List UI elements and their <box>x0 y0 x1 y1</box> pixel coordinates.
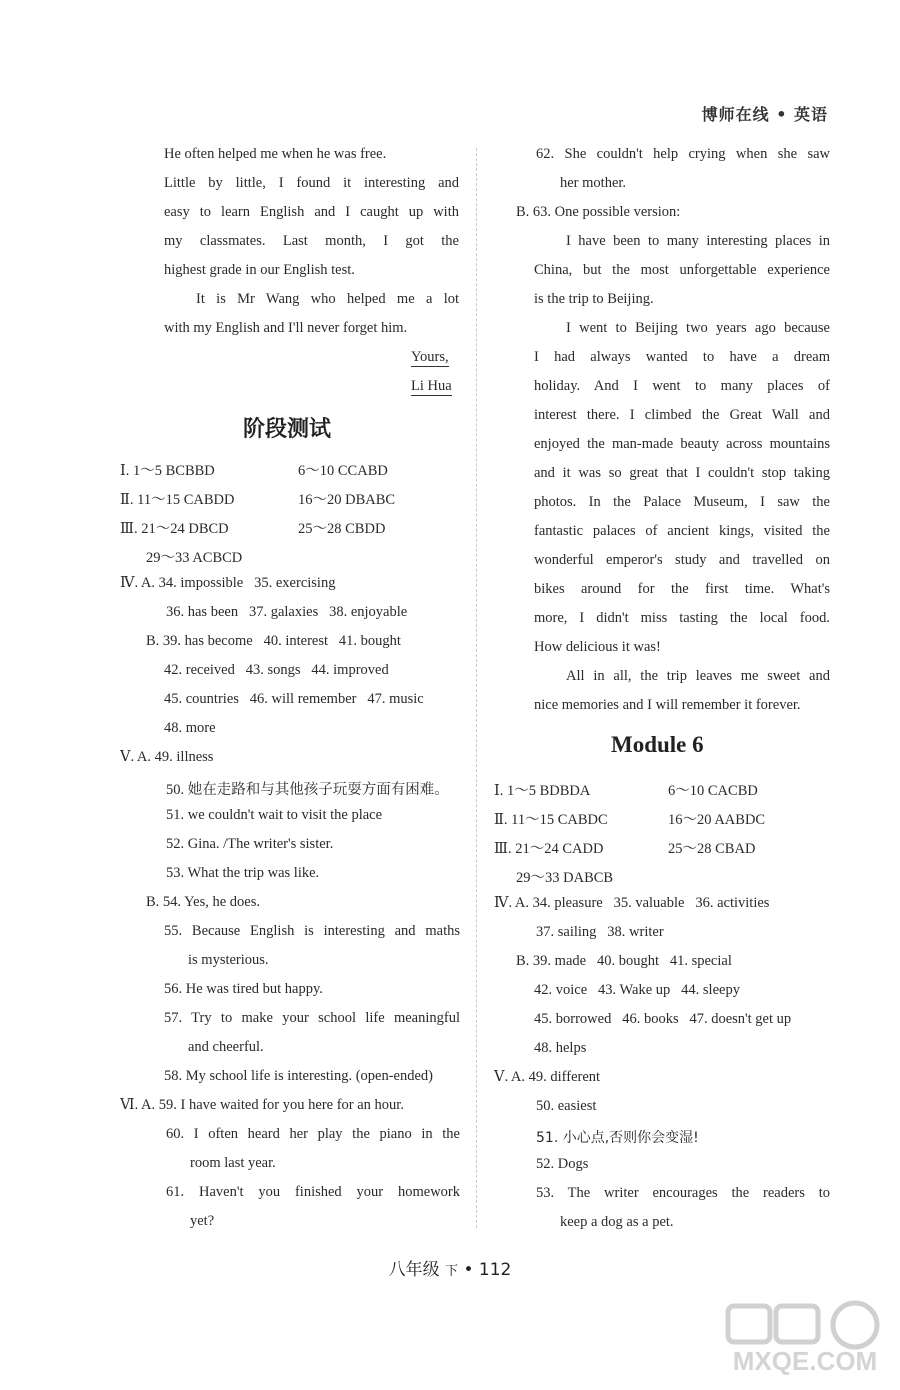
answer-line: Ⅲ. 21～24 DBCD <box>120 521 229 537</box>
answer-line: Ⅴ. A. 49. different <box>494 1069 601 1085</box>
letter-line: It is Mr Wang who helped me a lot <box>196 291 459 307</box>
letter-line: Little by little, I found it interesting and <box>164 175 459 191</box>
letter-line: highest grade in our English test. <box>164 262 355 278</box>
watermark-url: MXQE.COM <box>732 1346 878 1376</box>
footer-term: 下 <box>445 1264 459 1279</box>
answer-line: 16～20 DBABC <box>298 492 396 508</box>
watermark-logo <box>720 1298 890 1378</box>
footer-grade: 八年级 <box>388 1260 440 1280</box>
answer-line: 6～10 CACBD <box>668 783 758 799</box>
answer-line: B. 54. Yes, he does. <box>146 894 260 910</box>
answer-line: 42. received 43. songs 44. improved <box>164 662 389 678</box>
footer-page-number: • 112 <box>463 1260 512 1280</box>
answer-line: 45. borrowed 46. books 47. doesn't get up <box>534 1011 792 1027</box>
answer-line: Ⅰ. 1～5 BDBDA <box>494 783 591 799</box>
answer-line: is mysterious. <box>188 952 269 968</box>
answer-line: Ⅰ. 1～5 BCBBD <box>120 463 215 479</box>
answer-line: 56. He was tired but happy. <box>164 981 323 997</box>
answer-line: 29～33 ACBCD <box>146 550 243 566</box>
answer-line: room last year. <box>190 1155 276 1171</box>
answer-line: 51. 小心点,否则你会变湿! <box>536 1130 699 1146</box>
answer-line: 57. Try to make your school life meaningful <box>164 1010 460 1026</box>
letter-line: my classmates. Last month, I got the <box>164 233 459 249</box>
page-header: 博师在线 • 英语 <box>701 105 828 124</box>
page-footer <box>0 1255 900 1280</box>
answer-line: 48. more <box>164 720 216 736</box>
answer-line: keep a dog as a pet. <box>560 1214 674 1230</box>
answer-line: 6～10 CCABD <box>298 463 388 479</box>
essay-line: wonderful emperor's study and travelled on <box>534 552 830 568</box>
essay-line: All in all, the trip leaves me sweet and <box>566 668 830 684</box>
answer-line: yet? <box>190 1213 215 1229</box>
answer-line: 42. voice 43. Wake up 44. sleepy <box>534 982 740 998</box>
answer-line: 29～33 DABCB <box>516 870 614 886</box>
answer-line: 25～28 CBAD <box>668 841 756 857</box>
answer-line: 61. Haven't you finished your homework <box>166 1184 460 1200</box>
answer-line: 51. we couldn't wait to visit the place <box>166 807 383 823</box>
answer-line: Ⅵ. A. 59. I have waited for you here for an hour. <box>120 1097 404 1113</box>
answer-line: 58. My school life is interesting. (open-ended) <box>164 1068 433 1084</box>
essay-line: bikes around for the first time. What's <box>534 581 830 597</box>
answer-line: 50. 她在走路和与其他孩子玩耍方面有困难。 <box>166 782 449 798</box>
answer-line: 53. What the trip was like. <box>166 865 320 881</box>
answer-line: 52. Dogs <box>536 1156 589 1172</box>
letter-line: easy to learn English and I caught up with <box>164 204 459 220</box>
answer-line: 53. The writer encourages the readers to <box>536 1185 830 1201</box>
section-title: 阶段测试 <box>243 417 332 442</box>
essay-line: I have been to many interesting places in <box>566 233 830 249</box>
answer-line: Ⅲ. 21～24 CADD <box>494 841 604 857</box>
answer-line: B. 63. One possible version: <box>516 204 681 220</box>
essay-line: nice memories and I will remember it forever. <box>534 697 801 713</box>
answer-line: Ⅳ. A. 34. impossible 35. exercising <box>120 575 336 591</box>
essay-line: holiday. And I went to many places of <box>534 378 830 394</box>
answer-line: 52. Gina. /The writer's sister. <box>166 836 334 852</box>
column-divider <box>476 148 477 1228</box>
answer-line: 37. sailing 38. writer <box>536 924 664 940</box>
answer-line: Ⅴ. A. 49. illness <box>120 749 214 765</box>
answer-line: Ⅳ. A. 34. pleasure 35. valuable 36. activities <box>494 895 770 911</box>
answer-line: 62. She couldn't help crying when she saw <box>536 146 830 162</box>
answer-line: 55. Because English is interesting and maths <box>164 923 460 939</box>
essay-line: more, I didn't miss tasting the local food. <box>534 610 830 626</box>
essay-line: China, but the most unforgettable experience <box>534 262 830 278</box>
letter-line: He often helped me when he was free. <box>164 146 387 162</box>
essay-line: fantastic palaces of ancient kings, visited the <box>534 523 830 539</box>
answer-line: Ⅱ. 11～15 CABDC <box>494 812 608 828</box>
essay-line: photos. In the Palace Museum, I saw the <box>534 494 830 510</box>
answer-line: her mother. <box>560 175 627 191</box>
essay-line: is the trip to Beijing. <box>534 291 654 307</box>
essay-line: I had always wanted to have a dream <box>534 349 830 365</box>
answer-line: 16～20 AABDC <box>668 812 766 828</box>
letter-signature: Li Hua <box>411 378 452 394</box>
essay-line: enjoyed the man-made beauty across mountains <box>534 436 830 452</box>
essay-line: I went to Beijing two years ago because <box>566 320 830 336</box>
answer-line: 45. countries 46. will remember 47. music <box>164 691 424 707</box>
answer-line: 50. easiest <box>536 1098 597 1114</box>
answer-line: and cheerful. <box>188 1039 264 1055</box>
module-title: Module 6 <box>611 732 704 757</box>
answer-line: 48. helps <box>534 1040 587 1056</box>
answer-line: Ⅱ. 11～15 CABDD <box>120 492 235 508</box>
letter-closing: Yours, <box>411 349 449 365</box>
answer-line: B. 39. has become 40. interest 41. bought <box>146 633 401 649</box>
answer-line: 60. I often heard her play the piano in the <box>166 1126 460 1142</box>
essay-line: How delicious it was! <box>534 639 661 655</box>
answer-line: B. 39. made 40. bought 41. special <box>516 953 732 969</box>
answer-line: 25～28 CBDD <box>298 521 386 537</box>
essay-line: interest there. I climbed the Great Wall and <box>534 407 830 423</box>
essay-line: and it was so great that I couldn't stop taking <box>534 465 830 481</box>
answer-line: 36. has been 37. galaxies 38. enjoyable <box>166 604 408 620</box>
letter-line: with my English and I'll never forget him. <box>164 320 408 336</box>
